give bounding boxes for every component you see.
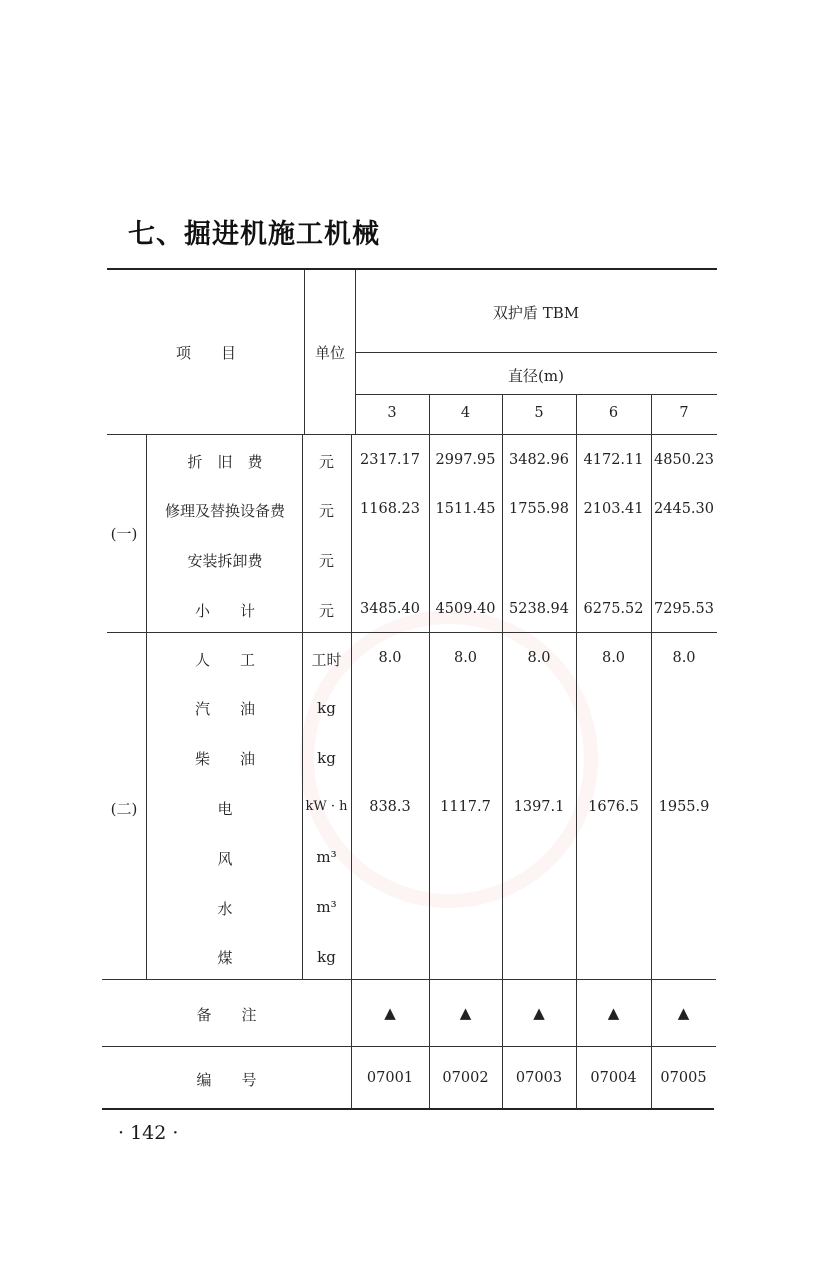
table-cell: 1168.23 xyxy=(360,501,420,517)
row-unit: kg xyxy=(317,749,336,767)
remarks-symbol: ▲ xyxy=(677,1004,690,1022)
row-name: 电 xyxy=(217,800,233,818)
table-cell: 3482.96 xyxy=(509,452,569,468)
table-cell: 838.3 xyxy=(369,799,411,815)
page-number: · 142 · xyxy=(118,1122,179,1144)
remarks-label: 备 注 xyxy=(196,1006,257,1024)
row-name: 水 xyxy=(217,900,233,918)
diameter-header: 5 xyxy=(534,405,544,421)
row-unit: 元 xyxy=(318,602,334,620)
row-name: 人 工 xyxy=(194,651,255,669)
table-cell: 1676.5 xyxy=(588,799,639,815)
divider xyxy=(107,434,717,435)
divider xyxy=(146,434,147,979)
section2-label: (二) xyxy=(110,800,138,818)
row-unit: m³ xyxy=(316,848,337,866)
row-name: 折 旧 费 xyxy=(187,453,263,471)
table-cell: 4850.23 xyxy=(654,452,714,468)
table-top-rule xyxy=(107,268,717,270)
row-unit: 元 xyxy=(318,552,334,570)
table-cell: 8.0 xyxy=(453,650,478,666)
table-cell: 1117.7 xyxy=(440,799,491,815)
table-cell: 7295.53 xyxy=(654,601,714,617)
diameter-header: 3 xyxy=(387,405,397,421)
row-unit: m³ xyxy=(316,898,337,916)
row-name: 汽 油 xyxy=(194,700,255,718)
row-unit: kg xyxy=(317,948,336,966)
header-unit: 单位 xyxy=(314,344,345,362)
row-name: 修理及替换设备费 xyxy=(164,502,285,520)
table-bottom-rule xyxy=(102,1108,714,1110)
table-cell: 4509.40 xyxy=(435,601,496,617)
header-subgroup: 直径(m) xyxy=(508,367,564,385)
row-unit: 元 xyxy=(318,502,334,520)
code-cell: 07001 xyxy=(366,1070,414,1086)
row-unit: kg xyxy=(317,699,336,717)
table-cell: 8.0 xyxy=(378,650,402,666)
table-cell: 8.0 xyxy=(601,650,626,666)
row-name: 煤 xyxy=(217,949,233,967)
remarks-symbol: ▲ xyxy=(607,1004,620,1022)
remarks-symbol: ▲ xyxy=(459,1004,472,1022)
row-name: 风 xyxy=(217,850,233,868)
row-unit: 工时 xyxy=(311,651,342,669)
remarks-symbol: ▲ xyxy=(533,1004,545,1022)
table-cell: 8.0 xyxy=(672,650,696,666)
row-name: 小 计 xyxy=(194,602,255,620)
diameter-header: 7 xyxy=(679,405,689,421)
diameter-header: 6 xyxy=(608,405,619,421)
divider xyxy=(102,1046,716,1047)
table-cell: 6275.52 xyxy=(583,601,644,617)
code-cell: 07004 xyxy=(590,1070,637,1086)
row-unit: kW · h xyxy=(305,799,348,814)
divider xyxy=(102,979,716,980)
table-cell: 5238.94 xyxy=(509,601,569,617)
code-cell: 07005 xyxy=(660,1070,707,1086)
table-cell: 1755.98 xyxy=(509,501,569,517)
table-cell: 8.0 xyxy=(527,650,551,666)
table-cell: 4172.11 xyxy=(583,452,644,468)
diameter-header: 4 xyxy=(460,405,471,421)
row-name: 柴 油 xyxy=(194,750,255,768)
divider xyxy=(355,394,717,395)
table-cell: 1511.45 xyxy=(435,501,496,517)
table-cell: 2317.17 xyxy=(360,452,420,468)
code-cell: 07002 xyxy=(442,1070,489,1086)
code-cell: 07003 xyxy=(515,1070,563,1086)
table-cell: 1397.1 xyxy=(513,799,565,815)
table-cell: 1955.9 xyxy=(658,799,710,815)
row-name: 安装拆卸费 xyxy=(187,552,263,570)
table-cell: 2997.95 xyxy=(435,452,496,468)
table-cell: 2445.30 xyxy=(654,501,714,517)
table-cell: 2103.41 xyxy=(583,501,644,517)
header-item: 项 目 xyxy=(175,344,236,362)
row-unit: 元 xyxy=(318,453,334,471)
section1-label: (一) xyxy=(110,525,138,543)
page-title: 七、掘进机施工机械 xyxy=(128,219,380,250)
codes-label: 编 号 xyxy=(196,1071,257,1089)
divider xyxy=(107,632,717,633)
table-cell: 3485.40 xyxy=(360,601,420,617)
header-group: 双护盾 TBM xyxy=(492,304,580,322)
divider xyxy=(355,352,717,353)
remarks-symbol: ▲ xyxy=(384,1004,396,1022)
